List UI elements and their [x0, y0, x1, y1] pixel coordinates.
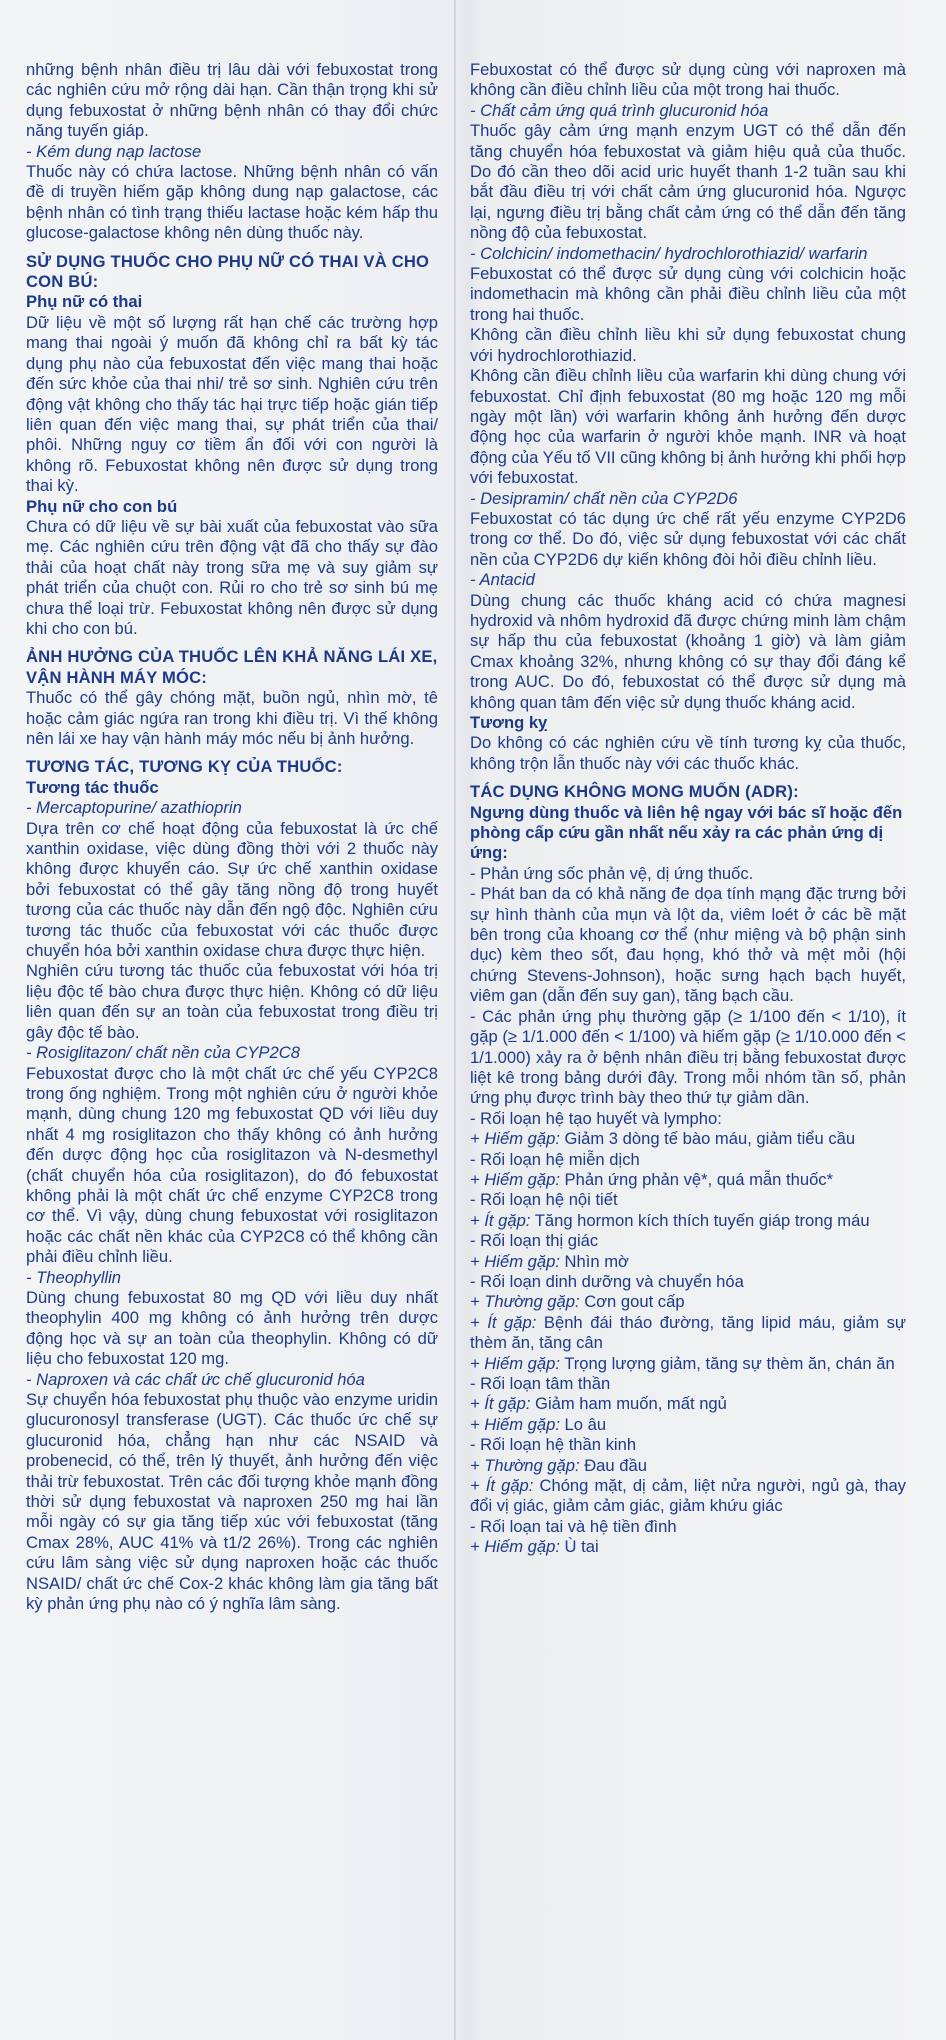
left-column: [26, 60, 438, 1614]
list-item: - Rối loạn thị giác: [470, 1231, 599, 1251]
section-heading: TƯƠNG TÁC, TƯƠNG KỴ CỦA THUỐC:: [26, 757, 343, 777]
list-item-text: Giảm 3 dòng tế bào máu, giảm tiểu cầu: [559, 1129, 856, 1149]
italic-subheading: - Desipramin/ chất nền của CYP2D6: [470, 488, 738, 508]
paragraph: - Phát ban da có khả năng đe dọa tính mạng đặc trưng bởi sự hình thành của mụn và lột da, viêm loét ở các bề mặt bên trong của khoang cơ thể (như miệng và bộ phận sinh dục) kèm theo sốt, đau họng, khó thở và mệt mỏi (hội chứng Stevens-Johnson), hoặc sưng hạch bạch huyết, viêm gan (dẫn đến suy gan), tăng bạch cầu.: [470, 884, 906, 1006]
list-item: [470, 1476, 906, 1517]
paragraph: Thuốc gây cảm ứng mạnh enzym UGT có thể dẫn đến tăng chuyển hóa febuxostat và giảm hiệu quả của thuốc. Do đó cần theo dõi acid uric huyết thanh 1-2 tuần sau khi bắt đầu điều trị với chất cảm ứng glucuronid hóa. Ngược lại, ngưng điều trị bằng chất cảm ứng có thể dẫn đến tăng nồng độ của febuxostat.: [470, 121, 906, 243]
frequency-label: + Hiếm gặp:: [470, 1251, 560, 1271]
frequency-label: + Hiếm gặp:: [470, 1414, 560, 1434]
italic-subheading: - Colchicin/ indomethacin/ hydrochlorothiazid/ warfarin: [470, 243, 868, 263]
paragraph: Không cần điều chỉnh liều khi sử dụng febuxostat chung với hydrochlorothiazid.: [470, 325, 906, 365]
italic-subheading: - Naproxen và các chất ức chế glucuronid hóa: [26, 1369, 365, 1389]
list-item: [470, 1170, 906, 1190]
paragraph: Thuốc có thể gây chóng mặt, buồn ngủ, nhìn mờ, tê hoặc cảm giác ngứa ran trong khi điều trị. Vì thế không nên lái xe hay vận hành máy móc nếu bị ảnh hưởng.: [26, 688, 438, 748]
list-item-text: Chóng mặt, dị cảm, liệt nửa người, ngủ gà, thay đổi vị giác, giảm cảm giác, giảm khứu giác: [470, 1476, 906, 1516]
right-column: [470, 60, 906, 1558]
list-item: [470, 1456, 906, 1476]
paragraph: những bệnh nhân điều trị lâu dài với febuxostat trong các nghiên cứu mở rộng dài hạn. Cần thận trọng khi sử dụng febuxostat ở những bệnh nhân có thay đổi chức năng tuyến giáp.: [26, 60, 438, 141]
page-fold-line: [454, 0, 456, 2040]
paragraph: - Các phản ứng phụ thường gặp (≥ 1/100 đến < 1/10), ít gặp (≥ 1/1.000 đến < 1/100) và hiếm gặp (≥ 1/10.000 đến < 1/1.000) xảy ra ở bệnh nhân điều trị bằng febuxostat được liệt kê trong bảng dưới đây. Trong mỗi nhóm tần số, phản ứng phụ được trình bày theo thứ tự giảm dần.: [470, 1006, 906, 1108]
list-item: [470, 1292, 906, 1312]
subsection-heading: Phụ nữ cho con bú: [26, 496, 178, 516]
paragraph: Dựa trên cơ chế hoạt động của febuxostat là ức chế xanthin oxidase, việc dùng đồng thời với 2 thuốc này không được khuyến cáo. Sự ức chế xanthin oxidase bởi febuxostat có thể gây tăng nồng độ trong huyết tương của các thuốc này dẫn đến ngộ độc. Nghiên cứu tương tác thuốc của febuxostat với các thuốc được chuyển hóa bởi xanthin oxidase chưa được thực hiện.: [26, 818, 438, 961]
frequency-label: + Thường gặp:: [470, 1292, 580, 1312]
italic-subheading: - Theophyllin: [26, 1267, 122, 1287]
list-item-text: Ù tai: [559, 1537, 599, 1557]
paragraph: Febuxostat có thể được sử dụng cùng với colchicin hoặc indomethacin mà không cần phải điều chỉnh liều của một trong hai thuốc.: [470, 264, 906, 324]
list-item-text: Đau đầu: [579, 1455, 647, 1475]
list-item: - Rối loạn dinh dưỡng và chuyển hóa: [470, 1271, 744, 1291]
list-item: [470, 1252, 906, 1272]
subsection-heading: Phụ nữ có thai: [26, 292, 143, 312]
list-item: [470, 1129, 906, 1149]
list-item-text: Cơn gout cấp: [579, 1292, 685, 1312]
list-item: - Rối loạn tâm thần: [470, 1374, 611, 1393]
list-item: [470, 1394, 906, 1414]
paragraph: Không cần điều chỉnh liều của warfarin khi dùng chung với febuxostat. Chỉ định febuxostat (80 mg hoặc 120 mg mỗi ngày một lần) với warfarin không ảnh hưởng đến dược động học của warfarin ở người khỏe mạnh. INR và hoạt động của Yếu tố VII cũng không bị ảnh hưởng khi phối hợp với febuxostat.: [470, 366, 906, 488]
subsection-heading: Tương tác thuốc: [26, 777, 159, 797]
italic-subheading: - Chất cảm ứng quá trình glucuronid hóa: [470, 100, 769, 120]
italic-subheading: - Kém dung nạp lactose: [26, 141, 202, 161]
list-item: - Rối loạn hệ nội tiết: [470, 1190, 618, 1210]
list-item-text: Trọng lượng giảm, tăng sự thèm ăn, chán ăn: [559, 1353, 895, 1373]
list-item: - Rối loạn hệ tạo huyết và lympho:: [470, 1108, 722, 1128]
list-item: - Rối loạn tai và hệ tiền đình: [470, 1516, 677, 1536]
section-heading: ẢNH HƯỞNG CỦA THUỐC LÊN KHẢ NĂNG LÁI XE, VẬN HÀNH MÁY MÓC:: [26, 647, 438, 687]
paragraph: Dữ liệu về một số lượng rất hạn chế các trường hợp mang thai ngoài ý muốn đã không chỉ ra bất kỳ tác dụng phụ nào của febuxostat đến việc mang thai hoặc đến sức khỏe của thai nhi/ trẻ sơ sinh. Nghiên cứu trên động vật không cho thấy tác hại trực tiếp hoặc gián tiếp liên quan đến việc mang thai, sự phát triển của thai/ phôi. Những nguy cơ tiềm ẩn đối với con người là không rõ. Febuxostat không nên được sử dụng trong thai kỳ.: [26, 312, 438, 496]
paragraph: Febuxostat được cho là một chất ức chế yếu CYP2C8 trong ống nghiệm. Trong một nghiên cứu ở người khỏe mạnh, dùng chung 120 mg febuxostat QD với liều duy nhất 4 mg rosiglitazon cho thấy không có ảnh hưởng đến dược động học của rosiglitazon và N-desmethyl (chất chuyển hóa của rosiglitazon), do đó febuxostat không phải là một chất ức chế enzyme CYP2C8 trong cơ thể. Vì vậy, dùng chung febuxostat với rosiglitazon hoặc các chất nền khác của CYP2C8 có thể không cần phải điều chỉnh liều.: [26, 1063, 438, 1267]
section-heading: TÁC DỤNG KHÔNG MONG MUỐN (ADR):: [470, 782, 799, 802]
list-item-text: Lo âu: [559, 1414, 607, 1434]
list-item-text: Tăng hormon kích thích tuyến giáp trong máu: [530, 1210, 870, 1230]
list-item: [470, 1211, 906, 1231]
frequency-label: + Hiếm gặp:: [470, 1129, 560, 1149]
frequency-label: + Hiếm gặp:: [470, 1353, 560, 1373]
list-item: [470, 1313, 906, 1354]
paragraph: Febuxostat có tác dụng ức chế rất yếu enzyme CYP2D6 trong cơ thể. Do đó, việc sử dụng febuxostat với các chất nền của CYP2D6 dự kiến không đòi hỏi điều chỉnh liều.: [470, 508, 906, 569]
paragraph: Febuxostat có thể được sử dụng cùng với naproxen mà không cần điều chỉnh liều của một trong hai thuốc.: [470, 60, 906, 100]
italic-subheading: - Mercaptopurine/ azathioprin: [26, 798, 242, 818]
list-item: [470, 1354, 906, 1374]
list-item: - Rối loạn hệ miễn dịch: [470, 1149, 640, 1169]
frequency-label: + Ít gặp:: [470, 1476, 534, 1496]
frequency-label: + Ít gặp:: [470, 1312, 537, 1332]
frequency-label: + Hiếm gặp:: [470, 1169, 560, 1189]
paragraph: - Phản ứng sốc phản vệ, dị ứng thuốc.: [470, 863, 754, 883]
subsection-heading: Ngưng dùng thuốc và liên hệ ngay với bác sĩ hoặc đến phòng cấp cứu gần nhất nếu xảy ra các phản ứng dị ứng:: [470, 802, 903, 863]
list-item: - Rối loạn hệ thần kinh: [470, 1435, 637, 1455]
paragraph: Chưa có dữ liệu về sự bài xuất của febuxostat vào sữa mẹ. Các nghiên cứu trên động vật đã cho thấy sự đào thải của hoạt chất này trong sữa mẹ và suy giảm sự phát triển của chuột con. Rủi ro cho trẻ sơ sinh bú mẹ chưa thể loại trừ. Febuxostat không nên được sử dụng khi cho con bú.: [26, 516, 438, 638]
list-item-text: Bệnh đái tháo đường, tăng lipid máu, giảm sự thèm ăn, tăng cân: [470, 1312, 906, 1353]
italic-subheading: - Antacid: [470, 570, 535, 590]
frequency-label: + Ít gặp:: [470, 1210, 531, 1230]
subsection-heading: Tương kỵ: [470, 713, 548, 732]
frequency-label: + Ít gặp:: [470, 1394, 531, 1414]
paragraph: Do không có các nghiên cứu về tính tương kỵ của thuốc, không trộn lẫn thuốc này với các thuốc khác.: [470, 733, 906, 773]
list-item-text: Phản ứng phản vệ*, quá mẫn thuốc*: [559, 1169, 834, 1189]
paragraph: Sự chuyển hóa febuxostat phụ thuộc vào enzyme uridin glucuronosyl transferase (UGT). Các thuốc ức chế sự glucuronid hóa, chẳng hạn như các NSAID và probenecid, có thể, trên lý thuyết, ảnh hưởng đến việc thải trừ febuxostat. Trên các đối tượng khỏe mạnh đồng thời sử dụng febuxostat và naproxen 250 mg hai lần mỗi ngày có sự gia tăng tiếp xúc với febuxostat (tăng Cmax 28%, AUC 41% và t1/2 26%). Trong các nghiên cứu lâm sàng việc sử dụng naproxen hoặc các thuốc NSAID/ chất ức chế Cox-2 khác không làm gia tăng bất kỳ phản ứng phụ nào có ý nghĩa lâm sàng.: [26, 1390, 438, 1614]
list-item: [470, 1537, 906, 1557]
paragraph: Dùng chung các thuốc kháng acid có chứa magnesi hydroxid và nhôm hydroxid đã được chứng minh làm chậm sự hấp thu của febuxostat (khoảng 1 giờ) và làm giảm Cmax khoảng 32%, nhưng không có sự thay đổi đáng kể trong AUC. Do đó, febuxostat có thể được sử dụng mà không quan tâm đến việc sử dụng thuốc kháng acid.: [470, 590, 906, 712]
frequency-label: + Hiếm gặp:: [470, 1537, 560, 1557]
list-item-text: Nhìn mờ: [559, 1251, 629, 1271]
paragraph: Thuốc này có chứa lactose. Những bệnh nhân có vấn đề di truyền hiếm gặp không dung nạp galactose, các bệnh nhân có tình trạng thiếu lactase hoặc kém hấp thu glucose-galactose không nên dùng thuốc này.: [26, 162, 438, 243]
list-item-text: Giảm ham muốn, mất ngủ: [530, 1394, 727, 1414]
frequency-label: + Thường gặp:: [470, 1455, 580, 1475]
italic-subheading: - Rosiglitazon/ chất nền của CYP2C8: [26, 1043, 300, 1063]
paragraph: Dùng chung febuxostat 80 mg QD với liều duy nhất theophylin 400 mg không có ảnh hưởng trên dược động học và sự an toàn của theophylin. Không có dữ liệu cho febuxostat 120 mg.: [26, 1287, 438, 1369]
list-item: [470, 1415, 906, 1435]
paragraph: Nghiên cứu tương tác thuốc của febuxostat với hóa trị liệu độc tế bào chưa được thực hiện. Không có dữ liệu liên quan đến sự an toàn của febuxostat trong điều trị gây độc tế bào.: [26, 961, 438, 1042]
section-heading: SỬ DỤNG THUỐC CHO PHỤ NỮ CÓ THAI VÀ CHO CON BÚ:: [26, 251, 430, 292]
